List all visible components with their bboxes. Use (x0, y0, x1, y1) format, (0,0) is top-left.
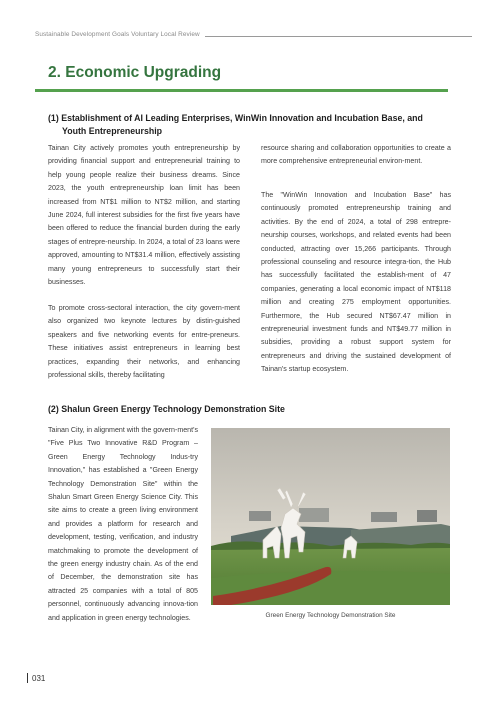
section1-paragraph-2: To promote cross-sectoral interaction, the city govern-ment also organized two keynote lectures by distin-guished speakers and five networking events for entre-preneurs. These initiatives assist entrepreneurs in learning best practices, expanding their networks, and enhancing professional skills, thereby facilitating (48, 304, 240, 380)
section1-paragraph-1: Tainan City actively promotes youth entrepreneurship by providing financial support and entrepreneurial training to help young people realize their business dreams. Since 2023, the youth entrepreneurship loan limit has been increased from NT$1 million to NT$2 million, and starting June 2024, full interest subsidies for the first five years have been offered to reduce the financial burden during the early stages of entrepre-neurship. In 2024, a total of 23 loans were approved, amounting to NT$31.4 million, effectively assisting many young entrepreneurs to successfully start their businesses. (48, 144, 240, 287)
section1-paragraph-4: The "WinWin Innovation and Incubation Base" has continuously promoted entrepreneurship training and activities. By the end of 2024, a total of 298 entrepre-neurship courses, workshops, and related events had been conducted, attracting over 15,266 participants. Through professional counseling and resource integra-tion, the Hub has successfully facilitated the establish-ment of 47 companies, generating a local economic impact of NT$118 million and creating 275 employment opportunities. Furthermore, the Hub secured NT$67.47 million in entrepreneurial investment funds and NT$49.77 million in subsidies, providing a robust support system for entrepreneurs and driving the sustained development of Tainan's startup ecosystem. (261, 191, 451, 374)
running-header: Sustainable Development Goals Voluntary Local Review (35, 31, 200, 38)
section1-heading (48, 112, 438, 138)
section1-heading-line1: (1) Establishment of AI Leading Enterprises, WinWin Innovation and Incubation Base, and (48, 113, 423, 123)
title-underline (35, 89, 448, 92)
page-number-bar (27, 673, 28, 683)
page-number: 031 (32, 674, 46, 683)
section2-heading: (2) Shalun Green Energy Technology Demonstration Site (48, 404, 285, 414)
section1-paragraph-3: resource sharing and collaboration opportunities to create a more comprehensive entrepreneurial environ-ment. (261, 144, 451, 166)
header-rule (205, 36, 472, 37)
section1-heading-line2: Youth Entrepreneurship (62, 126, 163, 136)
chapter-title: 2. Economic Upgrading (48, 64, 222, 81)
section2-paragraph: Tainan City, in alignment with the govern-ment's "Five Plus Two Innovative R&D Program – Green Energy Technology Indus-try Innovation," has established a "Green Energy Technology Demonstration Site" within the Shalun Smart Green Energy Science City. This site aims to create a green living environment and provides a platform for research and development, testing, verification, and industry matchmaking to promote the development of the green energy industry chain. As of the end of December, the demonstration site has attracted 25 companies with a total of 805 personnel, continuously advancing innova-tion and application in green energy technologies. (48, 426, 198, 622)
photo-caption: Green Energy Technology Demonstration Site (265, 612, 396, 619)
demonstration-site-photo (211, 428, 450, 605)
